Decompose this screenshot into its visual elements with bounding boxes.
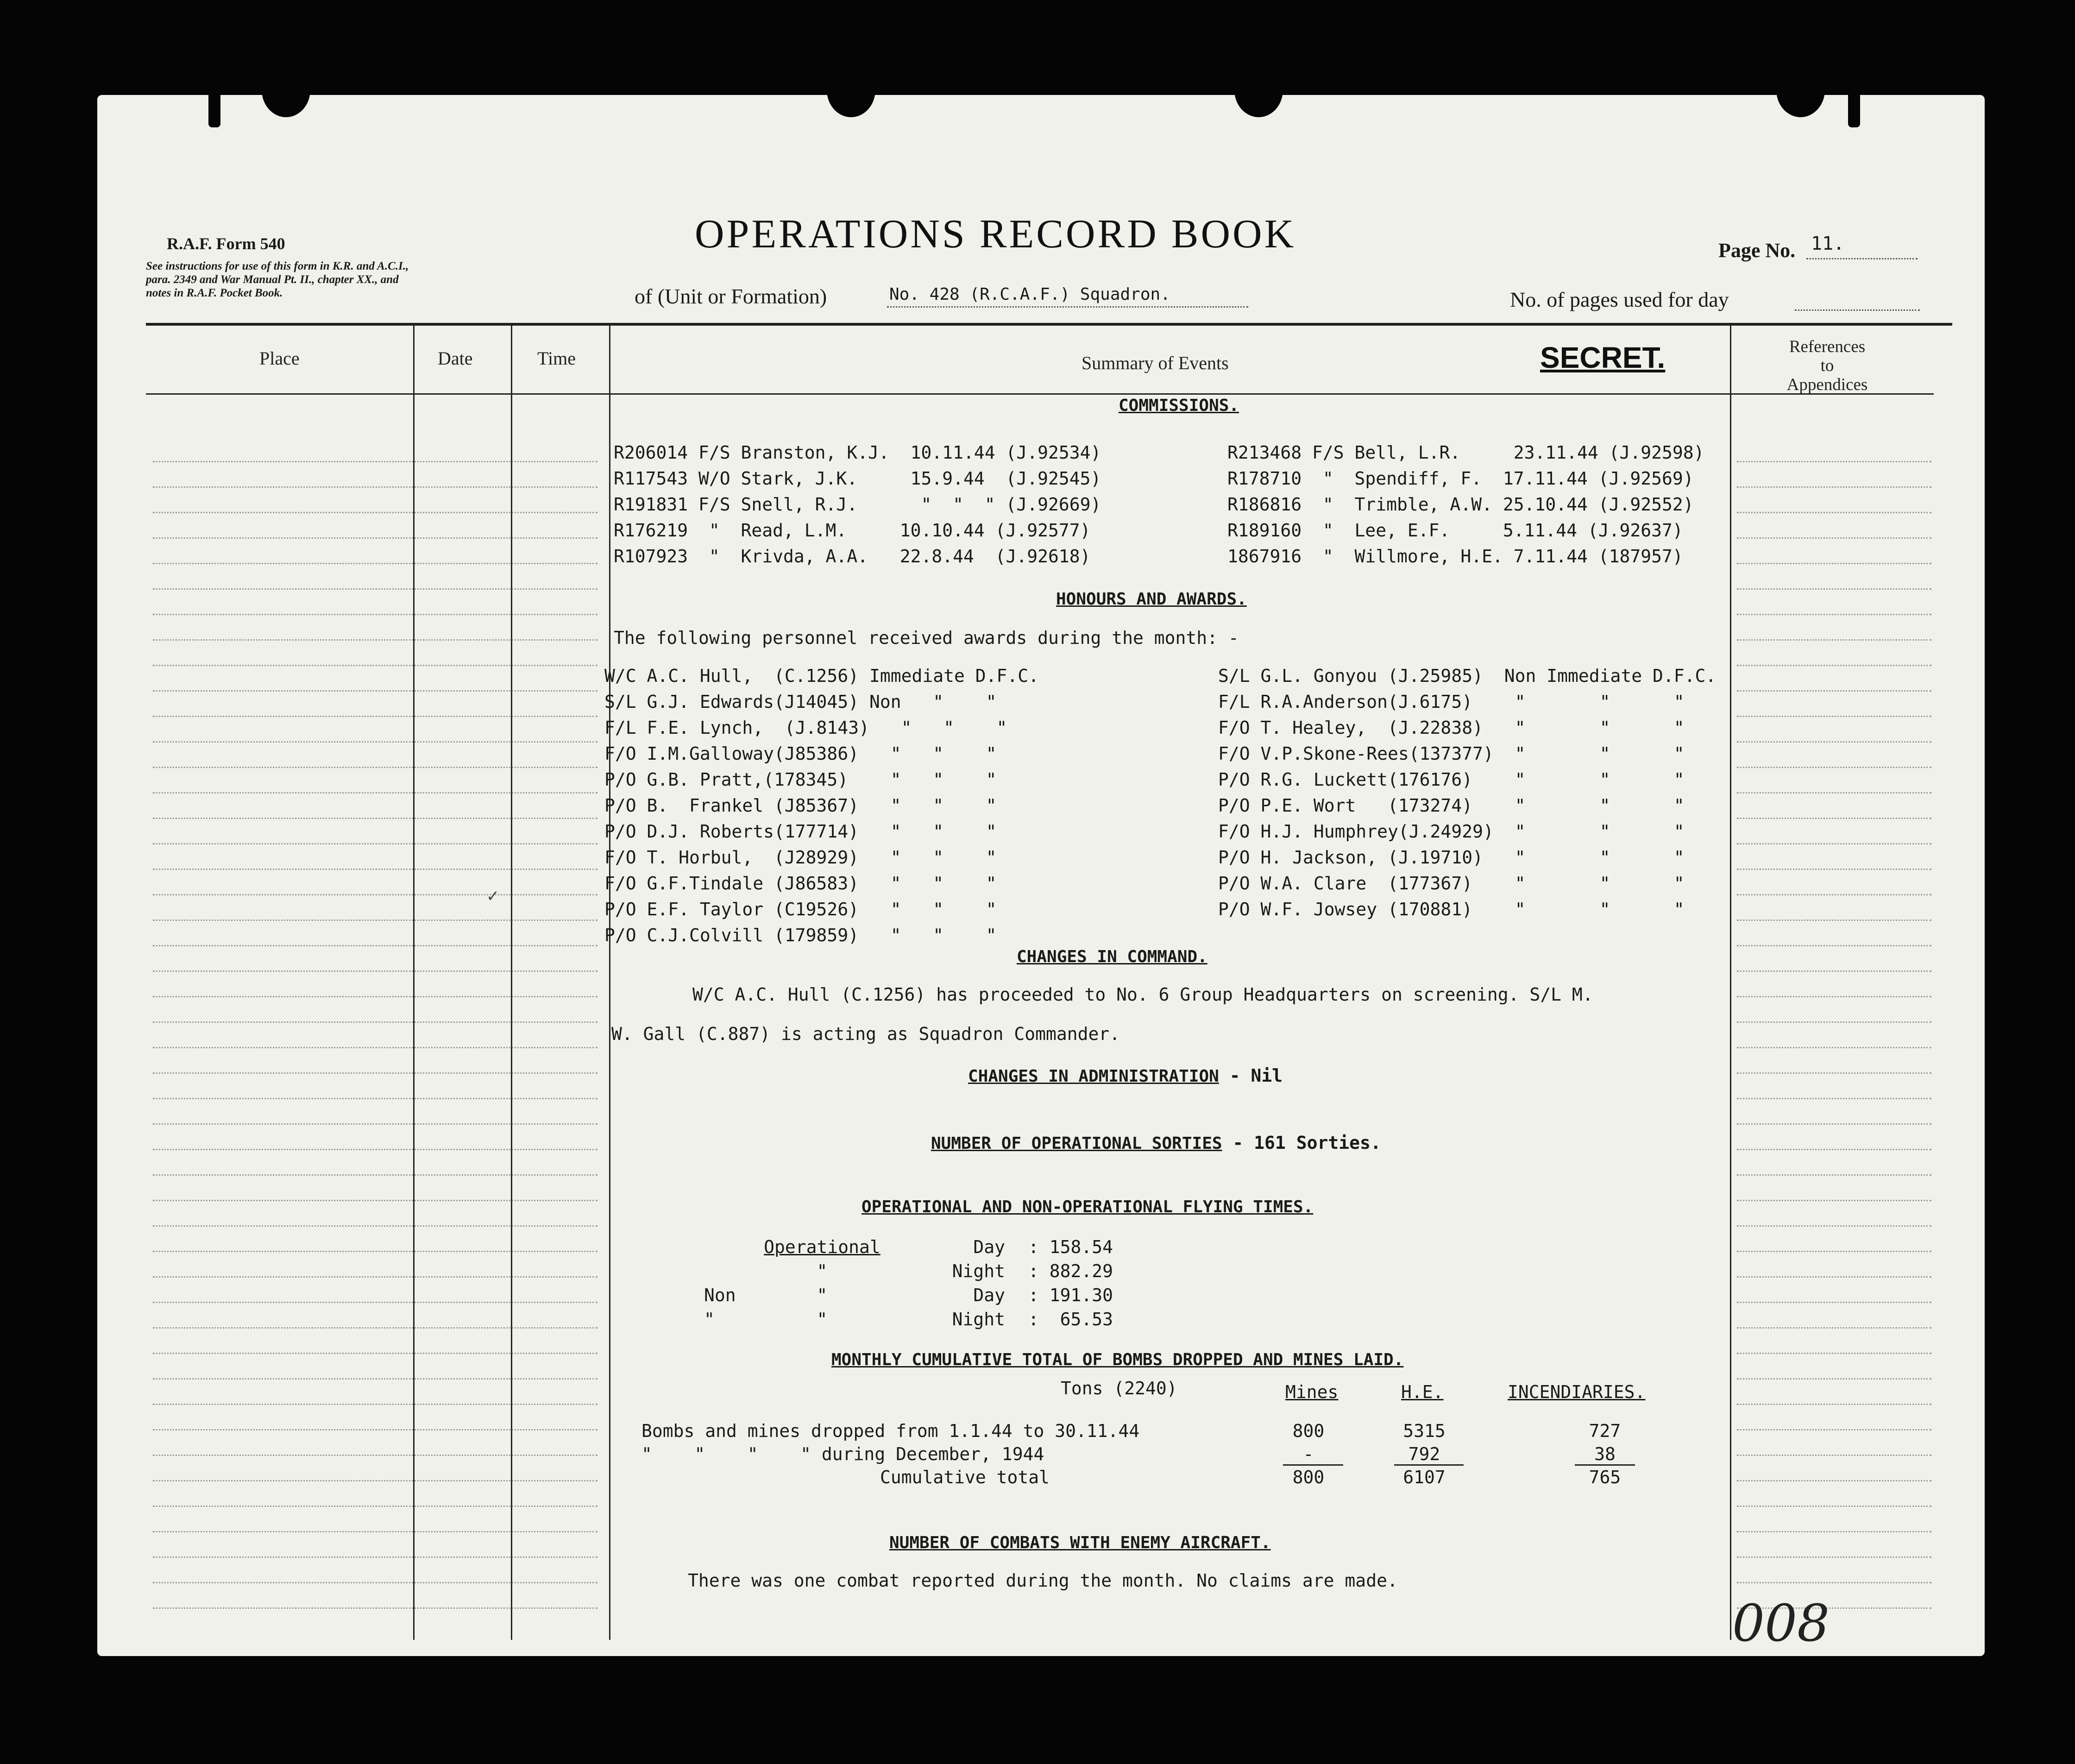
flying-times-cell: " bbox=[704, 1309, 715, 1329]
flying-times-cell: : 158.54 bbox=[1028, 1237, 1113, 1257]
honours-heading: HONOURS AND AWARDS. bbox=[1056, 590, 1247, 609]
award-entry: F/O I.M.Galloway(J85386) " " " bbox=[604, 743, 997, 764]
ruled-line bbox=[153, 869, 597, 870]
column-header-place: Place bbox=[259, 348, 300, 369]
flying-times-heading: OPERATIONAL AND NON-OPERATIONAL FLYING TIMES. bbox=[861, 1197, 1314, 1216]
form-id: R.A.F. Form 540 bbox=[167, 234, 285, 253]
ruled-line bbox=[153, 1098, 597, 1099]
ruled-line bbox=[1737, 741, 1931, 743]
column-header-date: Date bbox=[438, 348, 473, 369]
ruled-line bbox=[153, 1021, 597, 1023]
bombs-cell-he: 792 bbox=[1408, 1444, 1440, 1464]
ruled-line bbox=[1737, 639, 1931, 641]
commission-entry: R186816 " Trimble, A.W. 25.10.44 (J.92552) bbox=[1227, 494, 1694, 515]
ruled-line bbox=[153, 1506, 597, 1507]
flying-times-cell: : 191.30 bbox=[1028, 1285, 1113, 1305]
ruled-line bbox=[1737, 1098, 1931, 1099]
honours-intro: The following personnel received awards during the month: - bbox=[614, 628, 1239, 648]
ruled-line bbox=[1737, 690, 1931, 692]
bombs-cell-incendiaries: 765 bbox=[1589, 1467, 1621, 1487]
ruled-line bbox=[153, 512, 597, 513]
ruled-line bbox=[1737, 767, 1931, 768]
column-divider bbox=[511, 324, 512, 1640]
ruled-line bbox=[1737, 1225, 1931, 1227]
ruled-line bbox=[1737, 894, 1931, 895]
award-entry: F/O G.F.Tindale (J86583) " " " bbox=[604, 873, 997, 894]
ruled-line bbox=[1737, 1276, 1931, 1278]
award-entry: F/O V.P.Skone-Rees(137377) " " " bbox=[1218, 743, 1685, 764]
ruled-line bbox=[153, 1200, 597, 1201]
ruled-line bbox=[153, 1276, 597, 1278]
form-instructions-line: notes in R.A.F. Pocket Book. bbox=[146, 287, 283, 299]
award-entry: P/O D.J. Roberts(177714) " " " bbox=[604, 821, 997, 842]
bombs-cell-he: 6107 bbox=[1403, 1467, 1446, 1487]
award-entry: P/O G.B. Pratt,(178345) " " " bbox=[604, 769, 997, 790]
bombs-cell-mines: 800 bbox=[1292, 1421, 1325, 1441]
table-top-border bbox=[146, 323, 1952, 326]
total-rule bbox=[1394, 1464, 1464, 1466]
combats-heading: NUMBER OF COMBATS WITH ENEMY AIRCRAFT. bbox=[889, 1533, 1271, 1552]
ruled-line bbox=[1737, 716, 1931, 717]
ruled-line bbox=[153, 639, 597, 641]
column-header-references: References bbox=[1789, 337, 1866, 356]
total-rule bbox=[1575, 1464, 1635, 1466]
ruled-line bbox=[153, 614, 597, 615]
ruled-line bbox=[153, 716, 597, 717]
ruled-line bbox=[153, 1404, 597, 1405]
ruled-line bbox=[1737, 970, 1931, 972]
ruled-line bbox=[153, 1378, 597, 1380]
ruled-line bbox=[153, 537, 597, 539]
ruled-line bbox=[1737, 588, 1931, 590]
ruled-line bbox=[1737, 486, 1931, 488]
flying-times-cell: Day bbox=[973, 1237, 1005, 1257]
ruled-line bbox=[1737, 1174, 1931, 1176]
ruled-line bbox=[153, 1556, 597, 1558]
command-heading: CHANGES IN COMMAND. bbox=[1017, 947, 1207, 966]
sorties-line bbox=[931, 1133, 1381, 1153]
bombs-cell-mines: - bbox=[1303, 1444, 1314, 1464]
award-entry: P/O C.J.Colvill (179859) " " " bbox=[604, 925, 997, 945]
check-mark: ✓ bbox=[486, 887, 500, 906]
flying-times-cell: Operational bbox=[764, 1237, 880, 1257]
ruled-line bbox=[153, 1072, 597, 1074]
secret-stamp: SECRET. bbox=[1540, 341, 1666, 374]
award-entry: P/O W.A. Clare (177367) " " " bbox=[1218, 873, 1685, 894]
command-text-line: W. Gall (C.887) is acting as Squadron Commander. bbox=[611, 1024, 1120, 1044]
ruled-line bbox=[153, 1582, 597, 1583]
award-entry: P/O W.F. Jowsey (170881) " " " bbox=[1218, 899, 1685, 920]
ruled-line bbox=[1737, 614, 1931, 615]
flying-times-cell: : 65.53 bbox=[1028, 1309, 1113, 1329]
award-entry: P/O H. Jackson, (J.19710) " " " bbox=[1218, 847, 1685, 868]
bombs-cell-incendiaries: 38 bbox=[1594, 1444, 1616, 1464]
ruled-line bbox=[153, 1149, 597, 1150]
ruled-line bbox=[153, 461, 597, 462]
unit-label: of (Unit or Formation) bbox=[635, 284, 827, 308]
column-divider bbox=[609, 324, 610, 1640]
form-instructions-line: para. 2349 and War Manual Pt. II., chapter XX., and bbox=[146, 273, 399, 286]
award-entry: F/O T. Horbul, (J28929) " " " bbox=[604, 847, 997, 868]
ruled-line bbox=[1737, 1455, 1931, 1456]
ruled-line bbox=[1737, 1021, 1931, 1023]
ruled-line bbox=[153, 818, 597, 819]
unit-value: No. 428 (R.C.A.F.) Squadron. bbox=[889, 285, 1170, 304]
ruled-line bbox=[1737, 1123, 1931, 1125]
commissions-heading: COMMISSIONS. bbox=[1119, 396, 1239, 415]
ruled-line bbox=[1737, 1047, 1931, 1048]
ruled-line bbox=[1737, 1327, 1931, 1329]
ruled-line bbox=[153, 665, 597, 666]
column-divider bbox=[413, 324, 415, 1640]
ruled-line bbox=[1737, 1353, 1931, 1354]
pages-used-dotted-line bbox=[1795, 309, 1920, 311]
punch-hole bbox=[262, 63, 310, 117]
ruled-line bbox=[1737, 1072, 1931, 1074]
flying-times-cell: " bbox=[817, 1309, 828, 1329]
bombs-col-mines: Mines bbox=[1285, 1382, 1339, 1402]
column-header-time: Time bbox=[537, 348, 576, 369]
commission-entry: R117543 W/O Stark, J.K. 15.9.44 (J.92545) bbox=[614, 468, 1101, 489]
ruled-line bbox=[1737, 1200, 1931, 1201]
page-title: OPERATIONS RECORD BOOK bbox=[695, 212, 1296, 257]
column-header-references: Appendices bbox=[1786, 375, 1868, 394]
ruled-line bbox=[1737, 537, 1931, 539]
column-header-references: to bbox=[1820, 356, 1834, 375]
award-entry: P/O B. Frankel (J85367) " " " bbox=[604, 795, 997, 816]
flying-times-cell: Non bbox=[704, 1285, 736, 1305]
ruled-line bbox=[153, 894, 597, 895]
ruled-line bbox=[1737, 996, 1931, 997]
commission-entry: R189160 " Lee, E.F. 5.11.44 (J.92637) bbox=[1227, 520, 1683, 541]
ruled-line bbox=[153, 970, 597, 972]
pages-used-label: No. of pages used for day bbox=[1510, 288, 1729, 311]
administration-heading: CHANGES IN ADMINISTRATION bbox=[968, 1067, 1219, 1086]
administration-line bbox=[968, 1065, 1283, 1086]
ruled-line bbox=[153, 996, 597, 997]
punch-hole bbox=[1234, 63, 1283, 117]
handwritten-folio-number: 008 bbox=[1732, 1594, 1830, 1653]
award-entry: S/L G.J. Edwards(J14045) Non " " bbox=[604, 692, 997, 712]
commission-entry: R178710 " Spendiff, F. 17.11.44 (J.92569) bbox=[1227, 468, 1694, 489]
ruled-line bbox=[1737, 512, 1931, 513]
ruled-line bbox=[1737, 1429, 1931, 1430]
flying-times-cell: " bbox=[817, 1261, 828, 1281]
form-instructions-line: See instructions for use of this form in K.R. and A.C.I., bbox=[146, 260, 409, 272]
ruled-line bbox=[153, 1123, 597, 1125]
ruled-line bbox=[1737, 1480, 1931, 1481]
ruled-line bbox=[1737, 1251, 1931, 1252]
ruled-line bbox=[153, 1225, 597, 1227]
ruled-line bbox=[1737, 1556, 1931, 1558]
ruled-line bbox=[153, 1531, 597, 1532]
ruled-line bbox=[1737, 792, 1931, 794]
bombs-heading: MONTHLY CUMULATIVE TOTAL OF BOMBS DROPPED AND MINES LAID. bbox=[831, 1350, 1404, 1369]
column-divider bbox=[1730, 324, 1731, 1640]
sorties-heading: NUMBER OF OPERATIONAL SORTIES bbox=[931, 1134, 1222, 1153]
commission-entry: 1867916 " Willmore, H.E. 7.11.44 (187957) bbox=[1227, 546, 1683, 567]
flying-times-cell: " bbox=[817, 1285, 828, 1305]
flying-times-cell: Day bbox=[973, 1285, 1005, 1305]
ruled-line bbox=[1737, 920, 1931, 921]
ruled-line bbox=[153, 1047, 597, 1048]
award-entry: P/O P.E. Wort (173274) " " " bbox=[1218, 795, 1685, 816]
award-entry: P/O R.G. Luckett(176176) " " " bbox=[1218, 769, 1685, 790]
ruled-line bbox=[1737, 843, 1931, 844]
bombs-row-label: Cumulative total bbox=[880, 1467, 1050, 1487]
flying-times-cell: Night bbox=[952, 1261, 1005, 1281]
ruled-line bbox=[1737, 1378, 1931, 1380]
ruled-line bbox=[153, 563, 597, 564]
ruled-line bbox=[153, 588, 597, 590]
bombs-cell-he: 5315 bbox=[1403, 1421, 1446, 1441]
ruled-line bbox=[153, 1251, 597, 1252]
ruled-line bbox=[153, 767, 597, 768]
flying-times-cell: : 882.29 bbox=[1028, 1261, 1113, 1281]
page-no-label: Page No. bbox=[1718, 239, 1796, 262]
form-page bbox=[97, 95, 1985, 1656]
ruled-line bbox=[1737, 461, 1931, 462]
award-entry: F/L R.A.Anderson(J.6175) " " " bbox=[1218, 692, 1685, 712]
ruled-line bbox=[153, 1302, 597, 1303]
ruled-line bbox=[153, 1327, 597, 1329]
total-rule bbox=[1283, 1464, 1343, 1466]
flying-times-cell: Night bbox=[952, 1309, 1005, 1329]
page-no-value: 11. bbox=[1811, 233, 1845, 254]
page-no-dotted-line bbox=[1806, 258, 1918, 259]
bombs-row-label: " " " " during December, 1944 bbox=[641, 1444, 1044, 1464]
combats-text: There was one combat reported during the month. No claims are made. bbox=[688, 1570, 1398, 1591]
award-entry: F/O H.J. Humphrey(J.24929) " " " bbox=[1218, 821, 1685, 842]
award-entry: W/C A.C. Hull, (C.1256) Immediate D.F.C. bbox=[604, 666, 1039, 686]
page-notch bbox=[208, 90, 220, 127]
ruled-line bbox=[153, 1455, 597, 1456]
ruled-line bbox=[153, 1607, 597, 1609]
ruled-line bbox=[1737, 1531, 1931, 1532]
punch-hole bbox=[827, 63, 875, 117]
ruled-line bbox=[153, 1353, 597, 1354]
bombs-row-label: Bombs and mines dropped from 1.1.44 to 30.11.44 bbox=[641, 1421, 1140, 1441]
ruled-line bbox=[1737, 1302, 1931, 1303]
ruled-line bbox=[1737, 869, 1931, 870]
ruled-line bbox=[153, 920, 597, 921]
ruled-line bbox=[1737, 945, 1931, 946]
ruled-line bbox=[1737, 665, 1931, 666]
commission-entry: R206014 F/S Branston, K.J. 10.11.44 (J.92534) bbox=[614, 442, 1101, 463]
sorties-value: - 161 Sorties. bbox=[1222, 1133, 1381, 1153]
page-notch bbox=[1848, 90, 1860, 127]
bombs-tons-label: Tons (2240) bbox=[1061, 1378, 1177, 1399]
award-entry: F/L F.E. Lynch, (J.8143) " " " bbox=[604, 718, 1007, 738]
administration-value: - Nil bbox=[1219, 1065, 1283, 1086]
bombs-cell-incendiaries: 727 bbox=[1589, 1421, 1621, 1441]
bombs-col-he: H.E. bbox=[1401, 1382, 1444, 1402]
punch-hole bbox=[1776, 63, 1825, 117]
ruled-line bbox=[1737, 818, 1931, 819]
unit-dotted-line bbox=[887, 306, 1248, 308]
commission-entry: R213468 F/S Bell, L.R. 23.11.44 (J.92598) bbox=[1227, 442, 1704, 463]
command-text-line: W/C A.C. Hull (C.1256) has proceeded to No. 6 Group Headquarters on screening. S/L M. bbox=[692, 984, 1593, 1005]
ruled-line bbox=[153, 1480, 597, 1481]
commission-entry: R176219 " Read, L.M. 10.10.44 (J.92577) bbox=[614, 520, 1091, 541]
ruled-line bbox=[153, 1429, 597, 1430]
commission-entry: R191831 F/S Snell, R.J. " " " (J.92669) bbox=[614, 494, 1101, 515]
bombs-col-incendiaries: INCENDIARIES. bbox=[1508, 1382, 1646, 1402]
ruled-line bbox=[1737, 1149, 1931, 1150]
ruled-line bbox=[153, 1174, 597, 1176]
column-header-summary: Summary of Events bbox=[1082, 353, 1229, 373]
award-entry: F/O T. Healey, (J.22838) " " " bbox=[1218, 718, 1685, 738]
ruled-line bbox=[153, 741, 597, 743]
commission-entry: R107923 " Krivda, A.A. 22.8.44 (J.92618) bbox=[614, 546, 1091, 567]
bombs-cell-mines: 800 bbox=[1292, 1467, 1325, 1487]
ruled-line bbox=[1737, 1404, 1931, 1405]
award-entry: P/O E.F. Taylor (C19526) " " " bbox=[604, 899, 997, 920]
ruled-line bbox=[153, 486, 597, 488]
ruled-line bbox=[153, 843, 597, 844]
ruled-line bbox=[1737, 1506, 1931, 1507]
ruled-line bbox=[153, 792, 597, 794]
ruled-line bbox=[1737, 1582, 1931, 1583]
award-entry: S/L G.L. Gonyou (J.25985) Non Immediate D.F.C. bbox=[1218, 666, 1717, 686]
ruled-line bbox=[153, 690, 597, 692]
ruled-line bbox=[1737, 563, 1931, 564]
ruled-line bbox=[153, 945, 597, 946]
